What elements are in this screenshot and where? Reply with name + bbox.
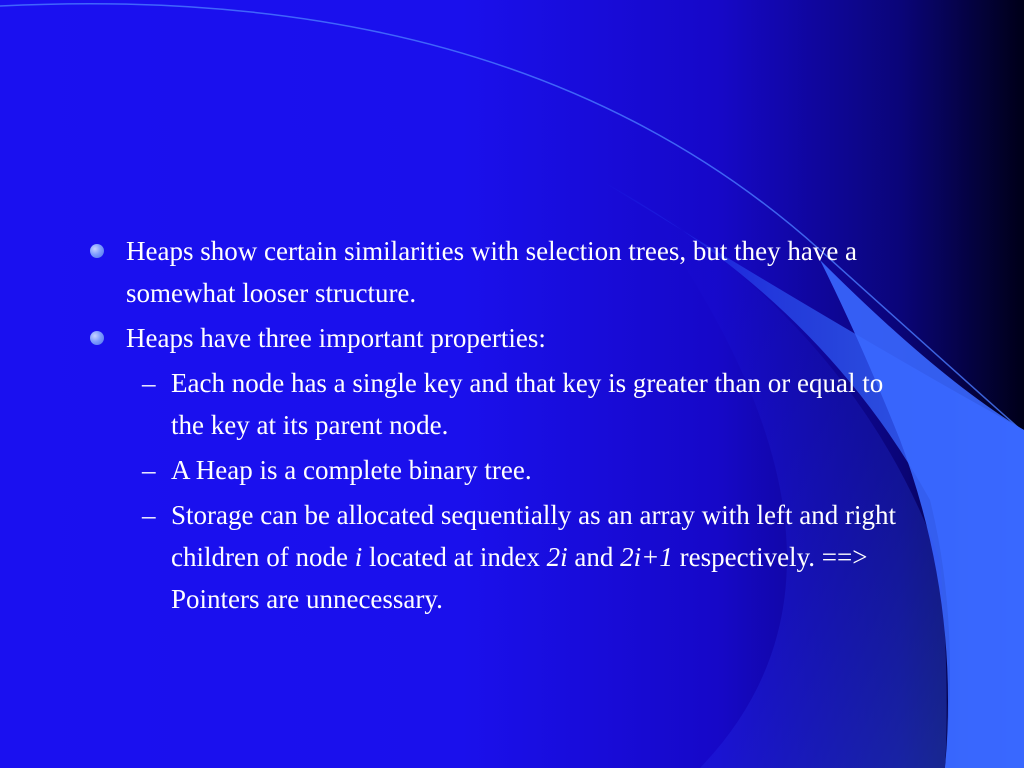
sub-item-3 xyxy=(86,494,946,620)
bullet-text-1: Heaps show certain similarities with selection trees, but they have a somewhat looser structure. xyxy=(126,236,858,308)
sub-text-3-part3: and xyxy=(567,542,621,572)
sub-text-3-part2: located at index xyxy=(362,542,547,572)
sub-item-2 xyxy=(86,449,946,491)
sub-text-3 xyxy=(171,494,921,620)
dash-marker: – xyxy=(142,368,156,398)
dash-marker: – xyxy=(142,500,156,530)
slide-content xyxy=(86,230,946,623)
italic-i: i xyxy=(354,542,363,572)
bullet-text-2: Heaps have three important properties: xyxy=(126,323,546,353)
sub-list xyxy=(86,362,946,620)
bullet-dot-icon xyxy=(90,244,104,258)
bullet-item-2 xyxy=(86,317,946,359)
bullet-item-1 xyxy=(86,230,946,314)
sub-text-3-part1: Storage can be allocated sequentially as an array with left and right children of node xyxy=(171,500,896,572)
sub-text-1: Each node has a single key and that key is greater than or equal to the key at its parent node. xyxy=(171,368,884,440)
italic-2i-plus-1: 2i+1 xyxy=(620,542,673,572)
italic-2i: 2i xyxy=(546,542,568,572)
dash-marker: – xyxy=(142,455,156,485)
sub-text-3-part4: respectively. ==> Pointers are unnecessary. xyxy=(171,542,868,614)
sub-item-1 xyxy=(86,362,946,446)
sub-text-2: A Heap is a complete binary tree. xyxy=(171,455,532,485)
bullet-dot-icon xyxy=(90,331,104,345)
